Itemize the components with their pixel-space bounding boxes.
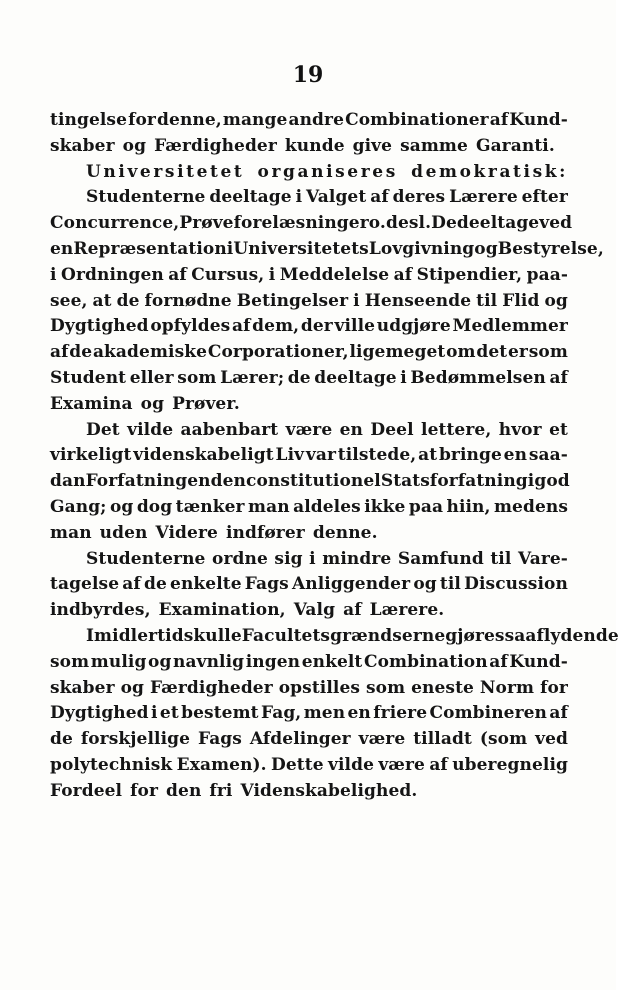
word: af: [50, 342, 69, 363]
word: aldeles: [293, 496, 361, 517]
word: opfyldes: [150, 316, 231, 337]
word: af: [549, 367, 568, 388]
word: opstilles: [278, 677, 361, 698]
word: Dygtighed: [50, 703, 149, 724]
word: eneste: [411, 677, 474, 698]
text-line: [50, 598, 568, 624]
text-line: [50, 418, 568, 444]
word: Betingelser: [236, 290, 349, 311]
word: tilladt: [413, 729, 472, 750]
text-line: [50, 547, 568, 573]
word: Combination: [363, 651, 488, 672]
word: til: [476, 290, 498, 311]
word: friere: [373, 703, 428, 724]
word: ligemeget: [349, 342, 446, 363]
word: Examen).: [176, 754, 267, 775]
word: af: [370, 187, 389, 208]
word: Garanti.: [475, 135, 555, 156]
word: Statsforfatning: [380, 471, 528, 492]
word: som: [528, 342, 568, 363]
text-line: [50, 263, 568, 289]
text-line: [50, 211, 573, 237]
word: Færdigheder: [154, 135, 277, 156]
word: Vare-: [517, 548, 568, 569]
word: mulig: [90, 651, 147, 672]
word: ved: [535, 729, 568, 750]
word: deeltage: [456, 213, 540, 234]
word: virkeligt: [50, 445, 132, 466]
word: af: [168, 264, 187, 285]
word: Combineren: [429, 703, 548, 724]
word: man: [50, 522, 92, 543]
word: at: [92, 290, 112, 311]
word: af: [429, 754, 448, 775]
word: man: [248, 496, 290, 517]
word: polytechnisk: [50, 754, 173, 775]
text-line: [50, 134, 568, 160]
word: indfører: [225, 522, 305, 543]
word: Henseende: [364, 290, 472, 311]
word: skulle: [183, 625, 242, 646]
text-line: [50, 289, 568, 315]
word: fornødne: [144, 290, 232, 311]
word: Facultetsgrændserne: [241, 625, 446, 646]
word: Lovgivning: [368, 238, 475, 259]
body-text: [50, 108, 619, 805]
word: Corporationer,: [207, 342, 349, 363]
word: være: [358, 729, 406, 750]
word: forskjellige: [80, 729, 191, 750]
word: bestemt: [181, 703, 259, 724]
word: Cursus,: [191, 264, 265, 285]
word: det: [476, 342, 508, 363]
word: dem,: [252, 316, 300, 337]
page-number: 19: [292, 62, 324, 88]
text-line: [50, 624, 619, 650]
text-line: [50, 521, 568, 547]
word: god: [534, 471, 570, 492]
word: Lærere.: [369, 600, 445, 621]
word: til: [490, 548, 512, 569]
word: men: [303, 703, 346, 724]
word: Fags: [244, 574, 289, 595]
word: Lærer;: [220, 367, 285, 388]
word: Concurrence,: [50, 213, 180, 234]
text-line: [50, 469, 568, 495]
word: Lærere: [449, 187, 518, 208]
word: ingen: [245, 651, 301, 672]
word: mindre: [322, 548, 392, 569]
word: gjøres: [445, 625, 505, 646]
word: see,: [50, 290, 88, 311]
text-line: [50, 185, 568, 211]
word: fri: [209, 780, 233, 801]
word: et: [159, 703, 179, 724]
word: til: [439, 574, 461, 595]
text-line: [50, 108, 568, 134]
word: Examination,: [158, 600, 286, 621]
text-line: [50, 676, 568, 702]
word: Meddelelse: [279, 264, 390, 285]
word: uberegnelig: [452, 754, 568, 775]
word: de: [50, 729, 73, 750]
word: Fags: [197, 729, 242, 750]
word: sig: [274, 548, 303, 569]
word: og: [474, 238, 498, 259]
word: være: [378, 754, 425, 775]
word: Dygtighed: [50, 316, 149, 337]
word: Combinationer: [345, 110, 489, 130]
word: Forfatning: [85, 471, 188, 492]
word: Valget: [306, 187, 367, 208]
word: Universitetet: [86, 161, 245, 182]
word: ordne: [212, 548, 268, 569]
word: Kund-: [509, 651, 568, 672]
word: og: [148, 651, 172, 672]
word: Videre: [155, 522, 218, 543]
word: bringe: [438, 445, 502, 466]
word: indbyrdes,: [50, 600, 151, 621]
word: Bestyrelse,: [497, 238, 604, 259]
word: og: [140, 393, 165, 414]
word: constitutionel: [246, 471, 381, 492]
word: denne.: [312, 522, 378, 543]
word: Examina: [50, 393, 133, 414]
word: den: [166, 780, 202, 801]
word: af: [489, 110, 509, 130]
word: i: [400, 367, 407, 388]
word: i: [151, 703, 158, 724]
word: Afdelinger: [249, 729, 351, 750]
word: paa: [408, 496, 444, 517]
word: Medlemmer: [452, 316, 568, 337]
word: Det: [86, 419, 120, 440]
word: Deel: [370, 419, 414, 440]
word: Discussion: [464, 574, 568, 595]
word: af: [343, 600, 362, 621]
text-line: [50, 160, 568, 186]
word: tagelse: [50, 574, 120, 595]
word: Universitetets: [233, 238, 369, 259]
word: at: [418, 445, 438, 466]
word: enkelte: [170, 574, 242, 595]
word: i: [50, 264, 57, 285]
word: (som: [479, 729, 528, 750]
word: Gang;: [50, 496, 107, 517]
word: Videnskabelighed.: [240, 780, 418, 801]
text-line: [50, 314, 568, 340]
word: give: [352, 135, 393, 156]
text-line: [50, 572, 568, 598]
word: som: [365, 677, 406, 698]
word: Imidlertid: [86, 625, 184, 646]
word: medens: [493, 496, 568, 517]
word: dan: [50, 471, 86, 492]
word: en: [503, 445, 528, 466]
word: de: [143, 574, 167, 595]
text-line: [50, 392, 568, 418]
word: desl.: [385, 213, 432, 234]
word: Studenterne: [86, 187, 206, 208]
word: end: [187, 471, 223, 492]
word: aabenbart: [180, 419, 279, 440]
word: som: [177, 367, 217, 388]
word: som: [50, 651, 90, 672]
word: om: [446, 342, 476, 363]
word: for: [128, 110, 156, 130]
word: Norm: [479, 677, 535, 698]
word: Kund-: [509, 110, 568, 130]
word: i: [309, 548, 316, 569]
word: af: [231, 316, 251, 337]
word: vilde: [327, 754, 374, 775]
word: Prøveforelæsninger: [179, 213, 369, 234]
word: denne,: [157, 110, 222, 130]
word: vilde: [127, 419, 174, 440]
word: i: [527, 471, 535, 492]
word: Prøver.: [172, 393, 240, 414]
word: og: [109, 496, 134, 517]
word: en: [50, 238, 74, 259]
word: Repræsentation: [73, 238, 227, 259]
word: mange: [222, 110, 288, 130]
word: deeltage: [314, 367, 397, 388]
word: et: [549, 419, 568, 440]
word: og: [120, 677, 144, 698]
word: Bedømmelsen: [410, 367, 546, 388]
word: deres: [392, 187, 446, 208]
word: af: [489, 651, 508, 672]
word: Liv: [275, 445, 305, 466]
word: organiseres: [257, 161, 398, 182]
word: uden: [99, 522, 148, 543]
word: af: [549, 703, 568, 724]
word: Stipendier,: [416, 264, 523, 285]
word: o.: [368, 213, 386, 234]
word: Ordningen: [61, 264, 164, 285]
word: og: [544, 290, 568, 311]
word: i: [353, 290, 360, 311]
word: Anliggender: [291, 574, 411, 595]
word: efter: [521, 187, 568, 208]
word: samme: [400, 135, 468, 156]
text-line: [50, 779, 568, 805]
word: Samfund: [397, 548, 484, 569]
word: skaber: [50, 135, 115, 156]
word: enkelt: [301, 651, 363, 672]
word: de: [287, 367, 311, 388]
word: Fag,: [260, 703, 302, 724]
word: en: [222, 471, 247, 492]
word: Valg: [293, 600, 336, 621]
word: ville: [334, 316, 376, 337]
word: der: [300, 316, 333, 337]
word: paa-: [526, 264, 568, 285]
text-line: [50, 727, 568, 753]
word: hiin,: [446, 496, 491, 517]
text-line: [50, 237, 604, 263]
text-line: [50, 701, 568, 727]
word: Fordeel: [50, 780, 123, 801]
word: deeltage: [209, 187, 292, 208]
text-line: [50, 340, 568, 366]
word: tænker: [175, 496, 245, 517]
word: for: [540, 677, 568, 698]
word: udgjøre: [376, 316, 451, 337]
word: skaber: [50, 677, 115, 698]
word: en: [347, 703, 371, 724]
word: er: [507, 342, 528, 363]
word: ved: [539, 213, 573, 234]
word: tingelse: [50, 110, 128, 130]
word: være: [285, 419, 333, 440]
text-line: [50, 366, 568, 392]
text-line: [50, 443, 568, 469]
word: i: [268, 264, 276, 285]
word: af: [393, 264, 413, 285]
word: en: [339, 419, 364, 440]
word: De: [431, 213, 457, 234]
word: demokratisk:: [411, 161, 568, 182]
word: for: [130, 780, 159, 801]
word: Dette: [271, 754, 324, 775]
word: var: [305, 445, 337, 466]
word: eller: [129, 367, 174, 388]
word: akademiske: [92, 342, 208, 363]
word: saa-: [528, 445, 568, 466]
word: navnlig: [173, 651, 245, 672]
word: og: [413, 574, 437, 595]
word: flydende: [536, 625, 619, 646]
word: og: [122, 135, 147, 156]
word: tilstede,: [337, 445, 417, 466]
text-line: [50, 650, 568, 676]
word: dog: [136, 496, 173, 517]
word: Færdigheder: [149, 677, 273, 698]
word: de: [69, 342, 93, 363]
text-line: [50, 495, 568, 521]
word: Student: [50, 367, 127, 388]
text-line: [50, 753, 568, 779]
word: ikke: [364, 496, 406, 517]
word: i: [295, 187, 303, 208]
word: saa: [504, 625, 537, 646]
word: kunde: [284, 135, 345, 156]
word: andre: [288, 110, 345, 130]
word: de: [116, 290, 140, 311]
word: af: [122, 574, 141, 595]
word: hvor: [498, 419, 542, 440]
word: i: [226, 238, 234, 259]
word: Studenterne: [86, 548, 206, 569]
word: videnskabeligt: [133, 445, 274, 466]
word: lettere,: [421, 419, 492, 440]
word: Flid: [502, 290, 540, 311]
